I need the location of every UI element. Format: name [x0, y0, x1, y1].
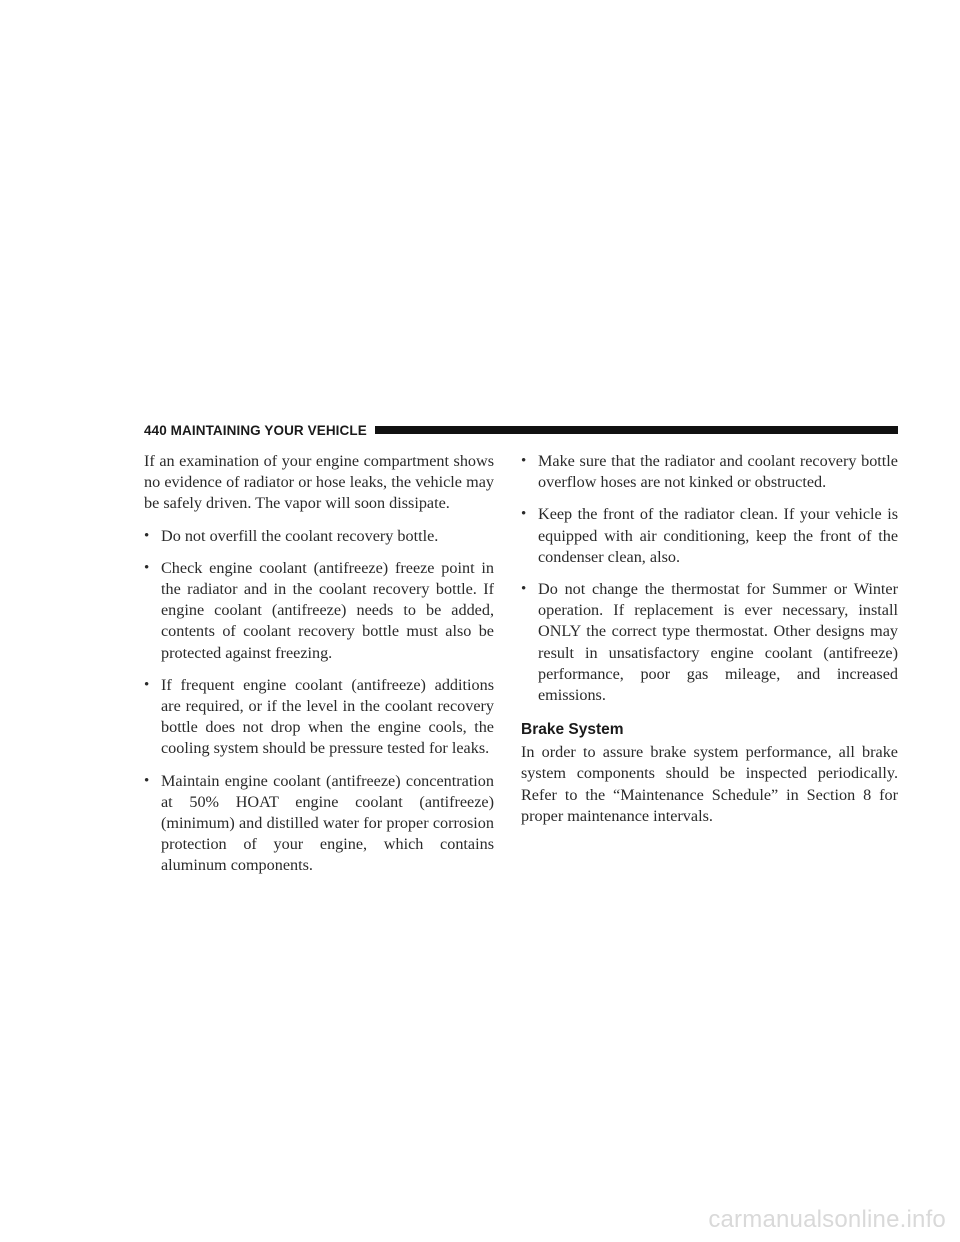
left-column	[144, 451, 494, 888]
list-item	[144, 771, 494, 877]
list-item	[521, 451, 898, 493]
page-number-and-section: 440 MAINTAINING YOUR VEHICLE	[144, 422, 367, 438]
section-heading: Brake System	[521, 721, 624, 739]
bullet-icon: •	[144, 559, 150, 576]
bullet-icon: •	[521, 581, 527, 598]
bullet-icon: •	[521, 506, 527, 523]
list-item	[144, 526, 494, 547]
bullet-icon: •	[144, 772, 150, 789]
section-paragraph: In order to assure brake system performance, all brake system components should be inspected periodically. Refer to the “Maintenance Schedule” in Section 8 for proper maintenance intervals.	[521, 743, 898, 825]
watermark: carmanualsonline.info	[708, 1206, 946, 1233]
list-item-text: Do not change the thermostat for Summer or Winter operation. If replacement is ever necessary, install ONLY the correct type thermostat. Other designs may result in unsatisfactory engine coolant (antifreeze) performance, poor gas mileage, and increased emissions.	[538, 580, 898, 705]
list-item-text: Make sure that the radiator and coolant recovery bottle overflow hoses are not kinked or obstructed.	[538, 452, 898, 492]
list-item	[521, 504, 898, 568]
bullet-icon: •	[144, 527, 150, 544]
list-item-text: If frequent engine coolant (antifreeze) additions are required, or if the level in the coolant recovery bottle does not drop when the engine cools, the cooling system should be pressure tested for leaks.	[161, 675, 494, 758]
bullet-icon: •	[144, 676, 150, 693]
list-item-text: Maintain engine coolant (antifreeze) concentration at 50% HOAT engine coolant (antifreeze) (minimum) and distilled water for proper corrosion protection of your engine, which contains aluminum components.	[161, 771, 494, 875]
intro-paragraph: If an examination of your engine compartment shows no evidence of radiator or hose leaks, the vehicle may be safely driven. The vapor will soon dissipate.	[144, 452, 494, 513]
list-item-text: Keep the front of the radiator clean. If your vehicle is equipped with air conditioning, keep the front of the condenser clean, also.	[538, 505, 898, 566]
header-rule	[375, 426, 898, 434]
list-item	[144, 675, 494, 760]
list-item	[521, 579, 898, 706]
right-column	[521, 451, 898, 838]
list-item-text: Do not overfill the coolant recovery bottle.	[161, 526, 439, 545]
list-item-text: Check engine coolant (antifreeze) freeze point in the radiator and in the coolant recovery bottle. If engine coolant (antifreeze) needs to be added, contents of coolant recovery bottle must also be protected against freezing.	[161, 558, 494, 662]
list-item	[144, 558, 494, 664]
bullet-icon: •	[521, 453, 527, 469]
page-header	[144, 422, 898, 438]
